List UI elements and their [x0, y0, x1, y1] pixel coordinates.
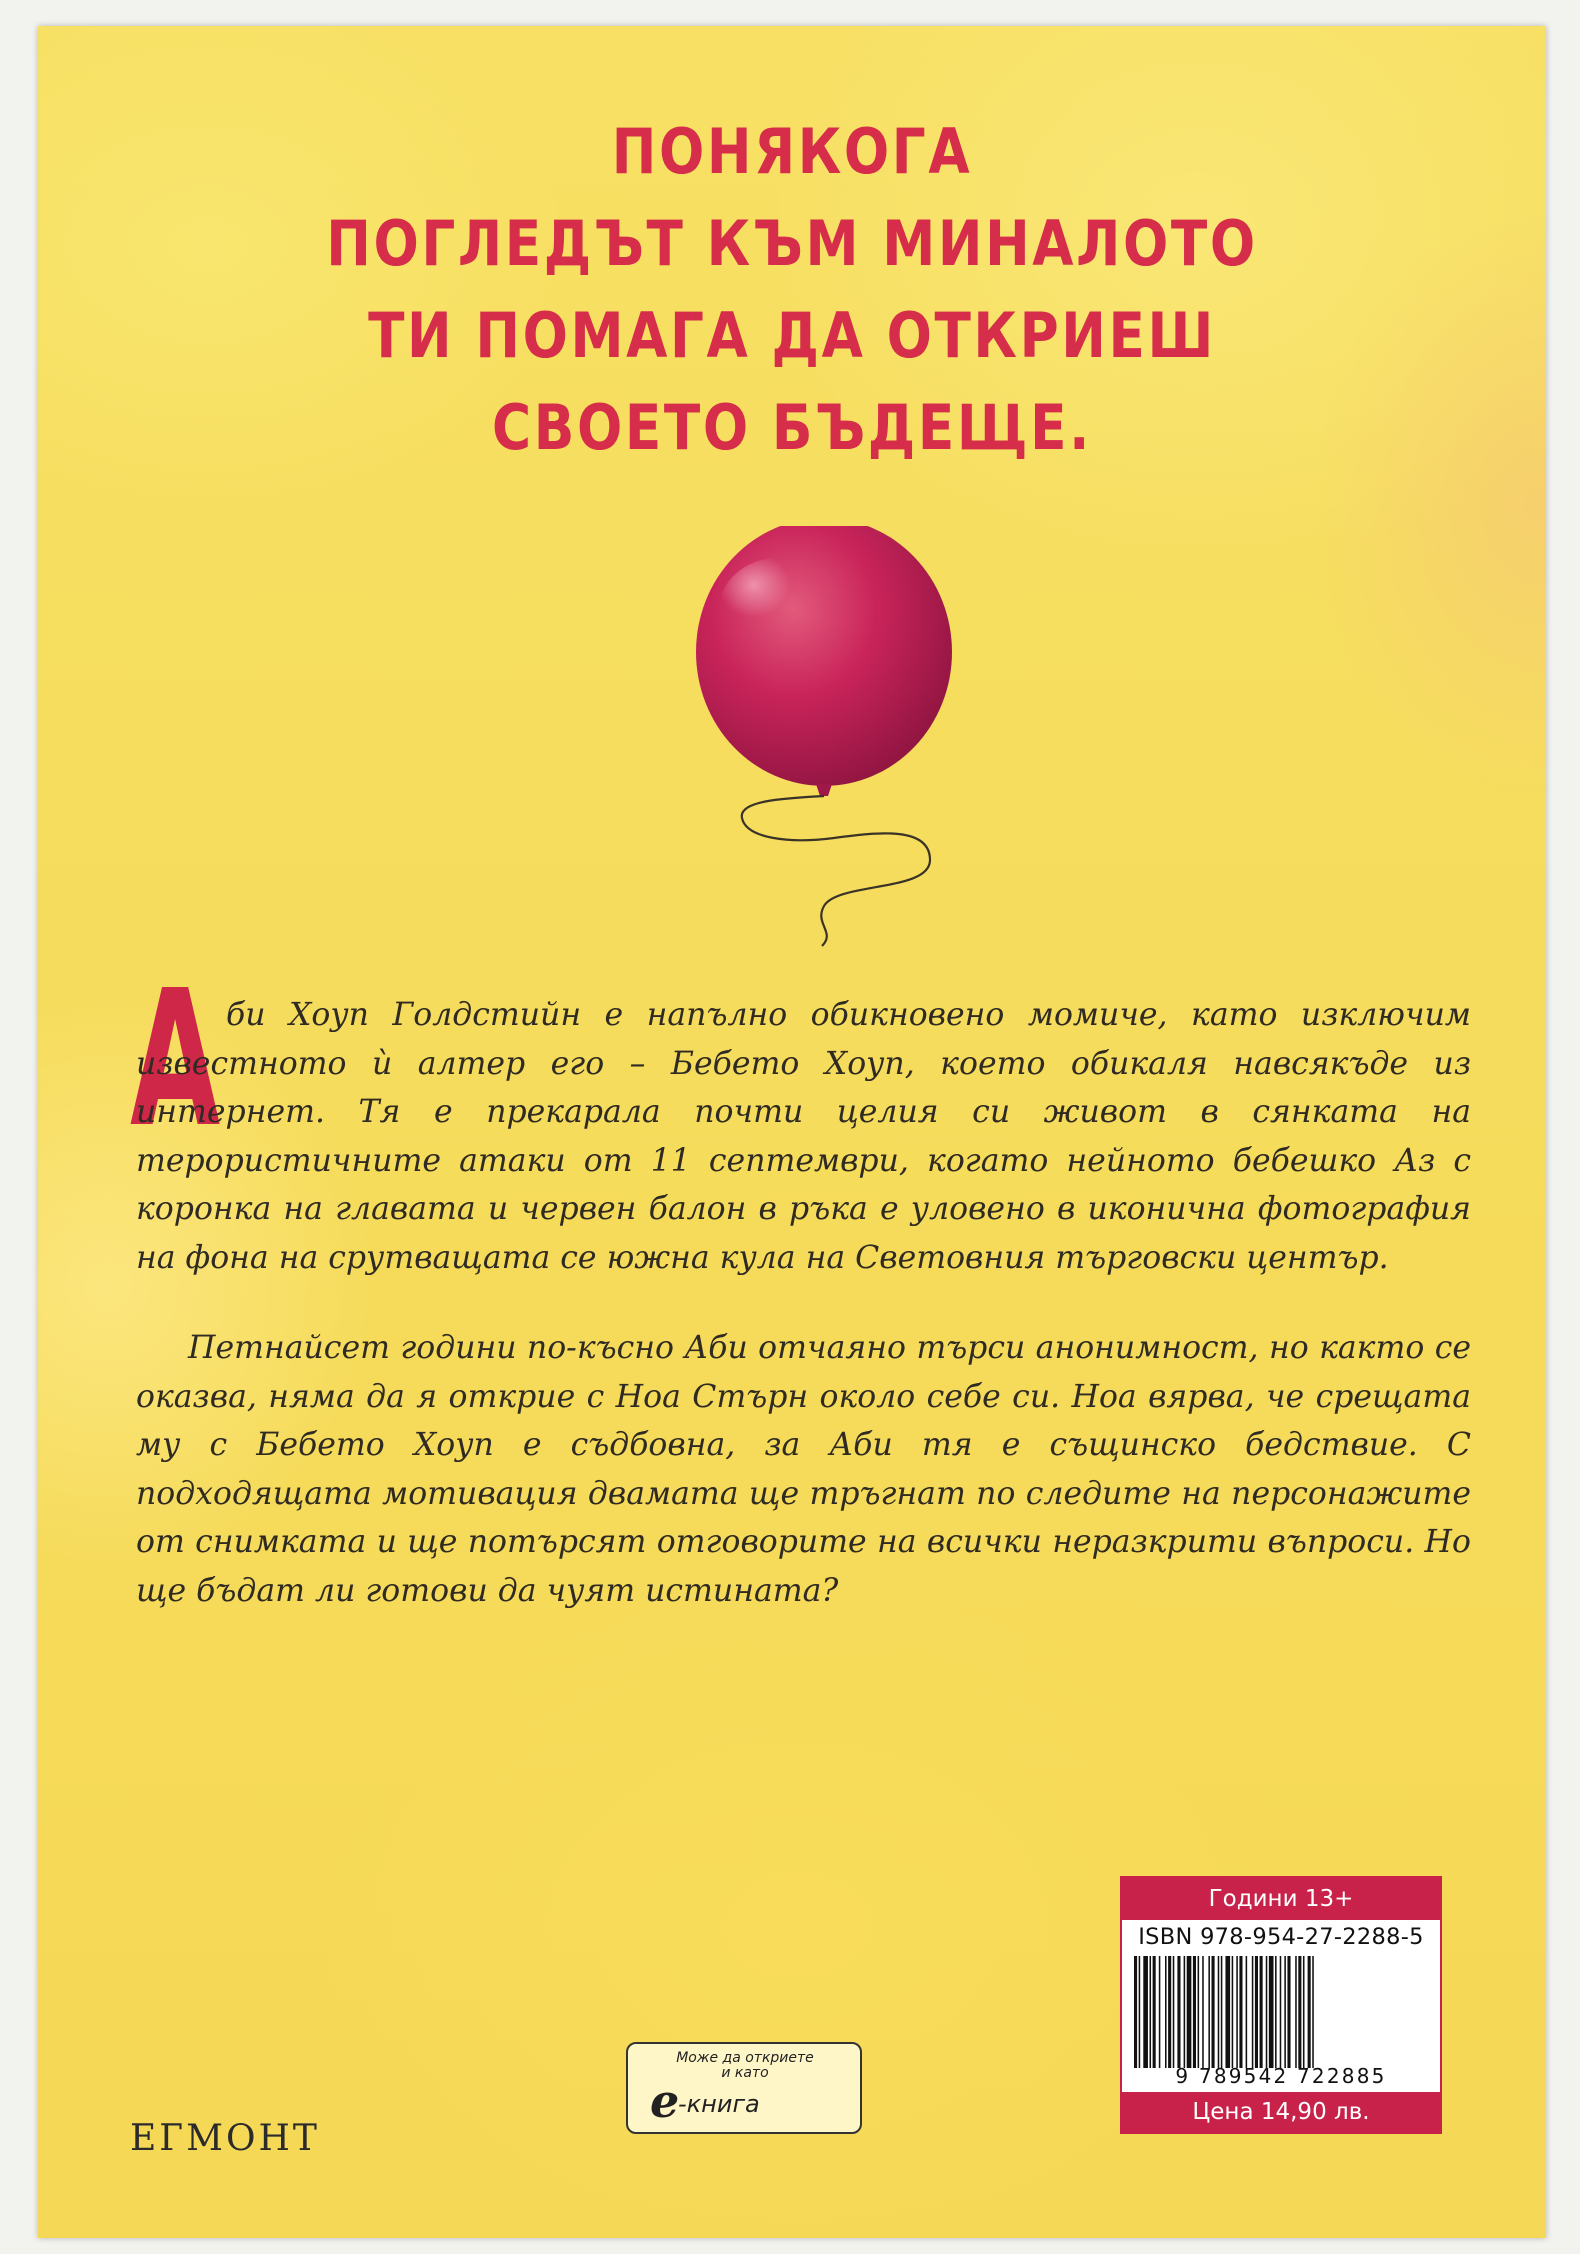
synopsis [136, 991, 1471, 1615]
barcode-bar [1202, 1956, 1204, 2068]
barcode-bar [1246, 1956, 1248, 2068]
ebook-e-letter: e [650, 2074, 680, 2128]
barcode-icon [1134, 1956, 1428, 2068]
barcode-bar [1218, 1956, 1220, 2068]
isbn-barcode-label [1120, 1876, 1442, 2134]
barcode-bar [1303, 1956, 1305, 2068]
barcode-bar [1153, 1956, 1156, 2068]
barcode-bar [1266, 1956, 1268, 2068]
balloon-highlight [718, 558, 838, 666]
barcode-bar [1208, 1956, 1210, 2068]
barcode-bar [1295, 1956, 1297, 2068]
barcode-bar [1225, 1956, 1230, 2068]
barcode-bar [1139, 1956, 1141, 2068]
publisher-logo: ЕГМОНТ [130, 2118, 320, 2159]
barcode-bar [1260, 1956, 1263, 2068]
barcode-bar [1308, 1956, 1311, 2068]
barcode-bar [1255, 1956, 1258, 2068]
ebook-caption-line-2: и като [721, 2065, 769, 2081]
barcode-bar [1150, 1956, 1152, 2068]
balloon-knot [816, 784, 832, 796]
barcode-bar [1159, 1956, 1161, 2068]
book-back-cover [38, 26, 1546, 2238]
tagline-line-3: ТИ ПОМАГА ДА ОТКРИЕШ [368, 299, 1216, 372]
ebook-word: -книга [678, 2090, 760, 2118]
synopsis-paragraph-2: Петнайсет години по-късно Аби отчаяно търси анонимност, но както се оказва, няма да я открие с Ноа Стърн около себе си. Ноа вярва, че срещата му с Бебето Хоуп е съдбовна, за Аби тя е същинско бедствие. С подходящата мотивация двамата ще тръгнат по следите на персонажите от снимката и ще потърсят отговорите на всички неразкрити въпроси. Но ще бъдат ли готови да чуят истината? [136, 1330, 1471, 1609]
barcode-bar [1298, 1956, 1301, 2068]
barcode-bar [1236, 1956, 1238, 2068]
tagline-line-1: ПОНЯКОГА [611, 115, 973, 188]
barcode-bar [1280, 1956, 1282, 2068]
barcode-bar [1232, 1956, 1234, 2068]
red-balloon-illustration [638, 526, 958, 966]
balloon-body [696, 526, 952, 786]
barcode-bar [1275, 1956, 1277, 2068]
barcode-bar [1193, 1956, 1196, 2068]
barcode-digits: 9 789542 722885 [1175, 2064, 1387, 2088]
drop-cap: А [130, 950, 221, 1169]
price-label: Цена 14,90 лв. [1122, 2092, 1440, 2132]
synopsis-paragraph-1: би Хоуп Голдстийн е напълно обикновено момиче, като изключим известното ѝ алтер его – Бебето Хоуп, което обикаля навсякъде из интернет. Тя е прекарала почти целия си живот в сянката на терористичните атаки от 11 септември, когато нейното бебешко Аз с коронка на главата и червен балон в ръка е уловено в иконична фотография на фона на срутващата се южна кула на Световния търговски център. [136, 997, 1471, 1276]
tagline [144, 106, 1441, 474]
barcode-bar [1173, 1956, 1175, 2068]
barcode-bar [1184, 1956, 1186, 2068]
balloon-string [742, 796, 930, 946]
barcode-bar [1312, 1956, 1314, 2068]
ebook-caption-line-1: Може да откриете [676, 2050, 814, 2066]
tagline-line-4: СВОЕТО БЪДЕЩЕ. [492, 391, 1092, 464]
barcode-bar [1168, 1956, 1171, 2068]
barcode-bar [1165, 1956, 1167, 2068]
barcode-bar [1269, 1956, 1274, 2068]
ebook-badge [626, 2042, 862, 2134]
barcode-bar [1284, 1956, 1286, 2068]
barcode-bar [1252, 1956, 1254, 2068]
barcode-bar [1187, 1956, 1192, 2068]
barcode-bar [1221, 1956, 1223, 2068]
barcode-bar [1287, 1956, 1290, 2068]
tagline-line-2: ПОГЛЕДЪТ КЪМ МИНАЛОТО [326, 207, 1258, 280]
barcode-bar [1212, 1956, 1215, 2068]
barcode-bar [1143, 1956, 1148, 2068]
barcode-bar [1134, 1956, 1137, 2068]
barcode-bar [1198, 1956, 1200, 2068]
barcode-bar [1177, 1956, 1180, 2068]
age-rating: Години 13+ [1122, 1878, 1440, 1920]
isbn-text: ISBN 978-954-27-2288-5 [1138, 1924, 1424, 1950]
barcode-bar [1239, 1956, 1242, 2068]
